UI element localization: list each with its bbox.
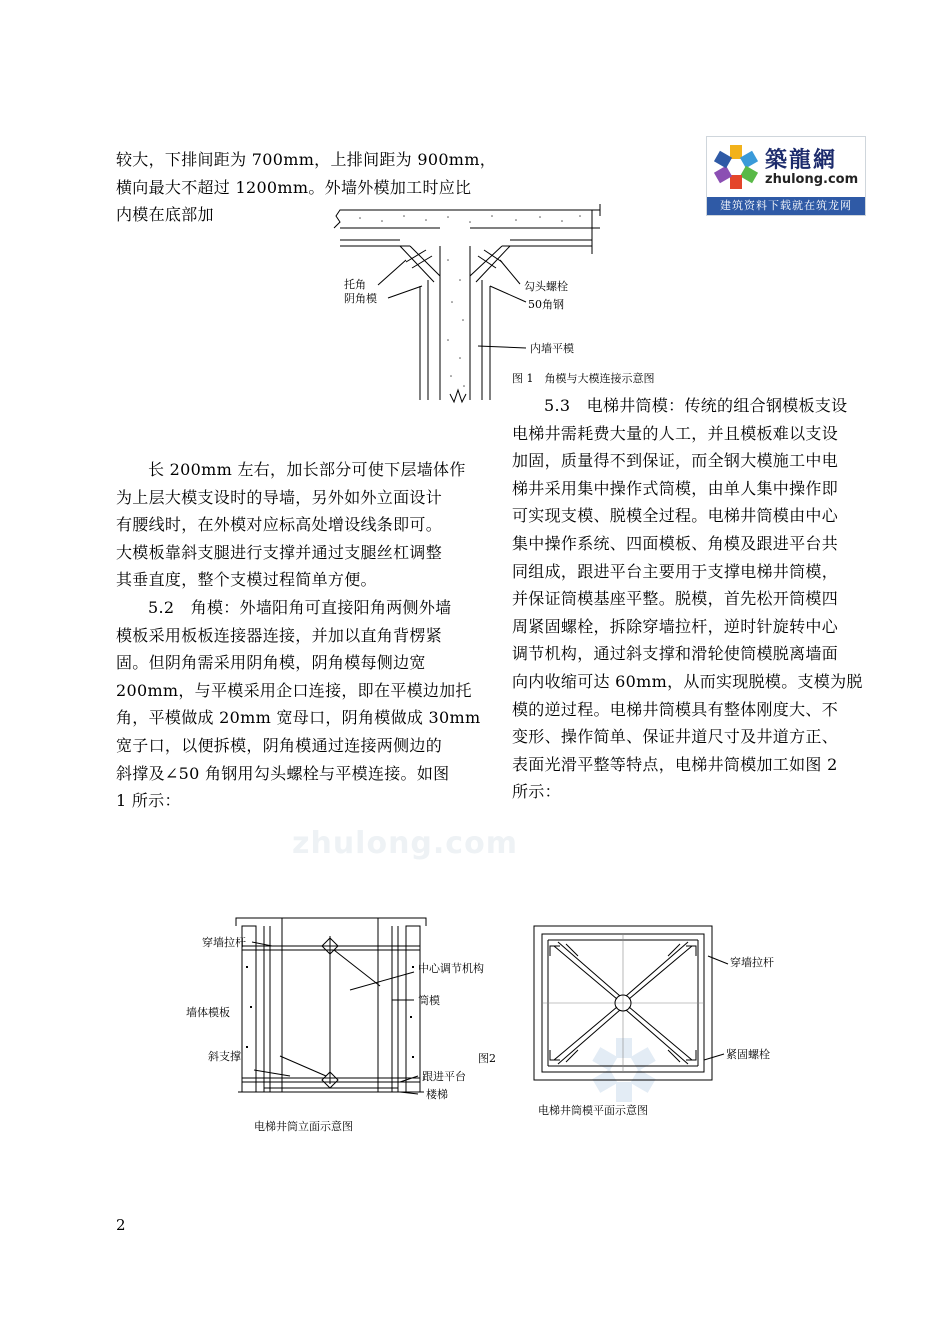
text-line: 集中操作系统、四面模板、角模及跟进平台共 xyxy=(512,533,839,553)
text-line: 固。但阴角需采用阴角模，阴角模每侧边宽 xyxy=(116,653,426,673)
text-line: 1 所示： xyxy=(116,791,181,811)
page-number: 2 xyxy=(116,1216,126,1234)
text-line: 电梯井需耗费大量的人工，并且模板难以支设 xyxy=(512,423,839,443)
label-louti: 楼梯 xyxy=(426,1088,448,1101)
col1-body xyxy=(116,456,496,815)
figure2-elevation-caption: 电梯井筒立面示意图 xyxy=(254,1120,353,1133)
text-line: 可实现支模、脱模全过程。电梯井筒模由中心 xyxy=(512,506,839,526)
label-genjin: 跟进平台 xyxy=(422,1070,466,1083)
label-yinjiaomo: 阴角模 xyxy=(344,292,377,305)
text-line: 模板采用板板连接器连接，并加以直角背楞紧 xyxy=(116,625,443,645)
plan-label-jingu: 紧固螺栓 xyxy=(726,1048,770,1061)
text-line: 模的逆过程。电梯井筒模具有整体刚度大、不 xyxy=(512,699,839,719)
figure2-label: 图2 xyxy=(478,1052,496,1065)
label-zhongxin: 中心调节机构 xyxy=(418,962,484,975)
text-line: 梯井采用集中操作式筒模，由单人集中操作即 xyxy=(512,478,839,498)
label-chuanqiang: 穿墙拉杆 xyxy=(202,936,246,949)
figure1-caption: 图 1 角模与大模连接示意图 xyxy=(512,372,655,385)
text-line: 所示： xyxy=(512,782,561,802)
logo-title: 築龍網 xyxy=(765,148,838,173)
text-line: 表面光滑平整等特点，电梯井筒模加工如图 2 xyxy=(512,754,838,774)
text-line: 5.2 角模：外墙阳角可直接阳角两侧外墙 xyxy=(148,597,452,617)
label-jiaogang: 50角钢 xyxy=(528,298,564,311)
label-tongmo: 筒模 xyxy=(418,994,440,1007)
text-line: 为上层大模支设时的导墙，另外如外立面设计 xyxy=(116,487,443,507)
figure2-plan-caption: 电梯井筒模平面示意图 xyxy=(538,1104,648,1117)
text-line: 大模板靠斜支腿进行支撑并通过支腿丝杠调整 xyxy=(116,542,443,562)
text-line: 5.3 电梯井筒模：传统的组合钢模板支设 xyxy=(544,396,848,415)
label-qiangti: 墙体模板 xyxy=(186,1006,230,1019)
text-line: 较大，下排间距为 700mm，上排间距为 900mm， xyxy=(116,150,497,169)
text-line: 调节机构，通过斜支撑和滑轮使筒模脱离墙面 xyxy=(512,644,839,664)
label-neiqiang: 内墙平模 xyxy=(530,342,574,355)
zhulong-logo[interactable] xyxy=(706,136,866,216)
figure2-plan-diagram xyxy=(520,916,820,1086)
text-line: 并保证筒模基座平整。脱模，首先松开筒模四 xyxy=(512,589,839,609)
text-line: 其垂直度，整个支模过程简单方便。 xyxy=(116,570,377,590)
logo-site: zhulong.com xyxy=(765,172,859,187)
label-tuojiao: 托角 xyxy=(344,278,366,291)
text-line: 周紧固螺栓，拆除穿墙拉杆，逆时针旋转中心 xyxy=(512,616,839,636)
text-line: 加固，质量得不到保证，而全钢大模施工中电 xyxy=(512,451,839,471)
text-line: 角，平模做成 20mm 宽母口，阴角模做成 30mm xyxy=(116,708,481,728)
text-line: 横向最大不超过 1200mm。外墙外模加工时应比 xyxy=(116,177,472,197)
text-line: 长 200mm 左右，加长部分可使下层墙体作 xyxy=(148,460,466,479)
text-line: 200mm，与平模采用企口连接，即在平模边加托 xyxy=(116,680,472,700)
snowflake-logo-icon xyxy=(710,139,762,195)
text-line: 变形、操作简单、保证井道尺寸及井道方正、 xyxy=(512,727,839,747)
slab-outline xyxy=(334,210,600,228)
logo-slogan: 建筑资料下载就在筑龙网 xyxy=(707,197,865,215)
label-xiezhicheng: 斜支撑 xyxy=(208,1050,241,1063)
text-line: 向内收缩可达 60mm，从而实现脱模。支模为脱 xyxy=(512,671,863,691)
watermark-text: zhulong.com xyxy=(292,826,518,861)
figure2-elevation-diagram xyxy=(180,916,500,1106)
text-line: 宽子口，以便拆模，阴角模通过连接两侧边的 xyxy=(116,735,443,755)
text-line: 斜撑及∠50 角钢用勾头螺栓与平模连接。如图 xyxy=(116,763,450,783)
plan-label-chuanqiang: 穿墙拉杆 xyxy=(730,956,774,969)
label-gouton: 勾头螺栓 xyxy=(524,280,568,293)
text-line: 内模在底部加 xyxy=(116,205,214,225)
col2-body xyxy=(512,392,872,806)
text-line: 同组成，跟进平台主要用于支撑电梯井筒模， xyxy=(512,561,839,581)
text-line: 有腰线时，在外模对应标高处增设线条即可。 xyxy=(116,515,443,535)
